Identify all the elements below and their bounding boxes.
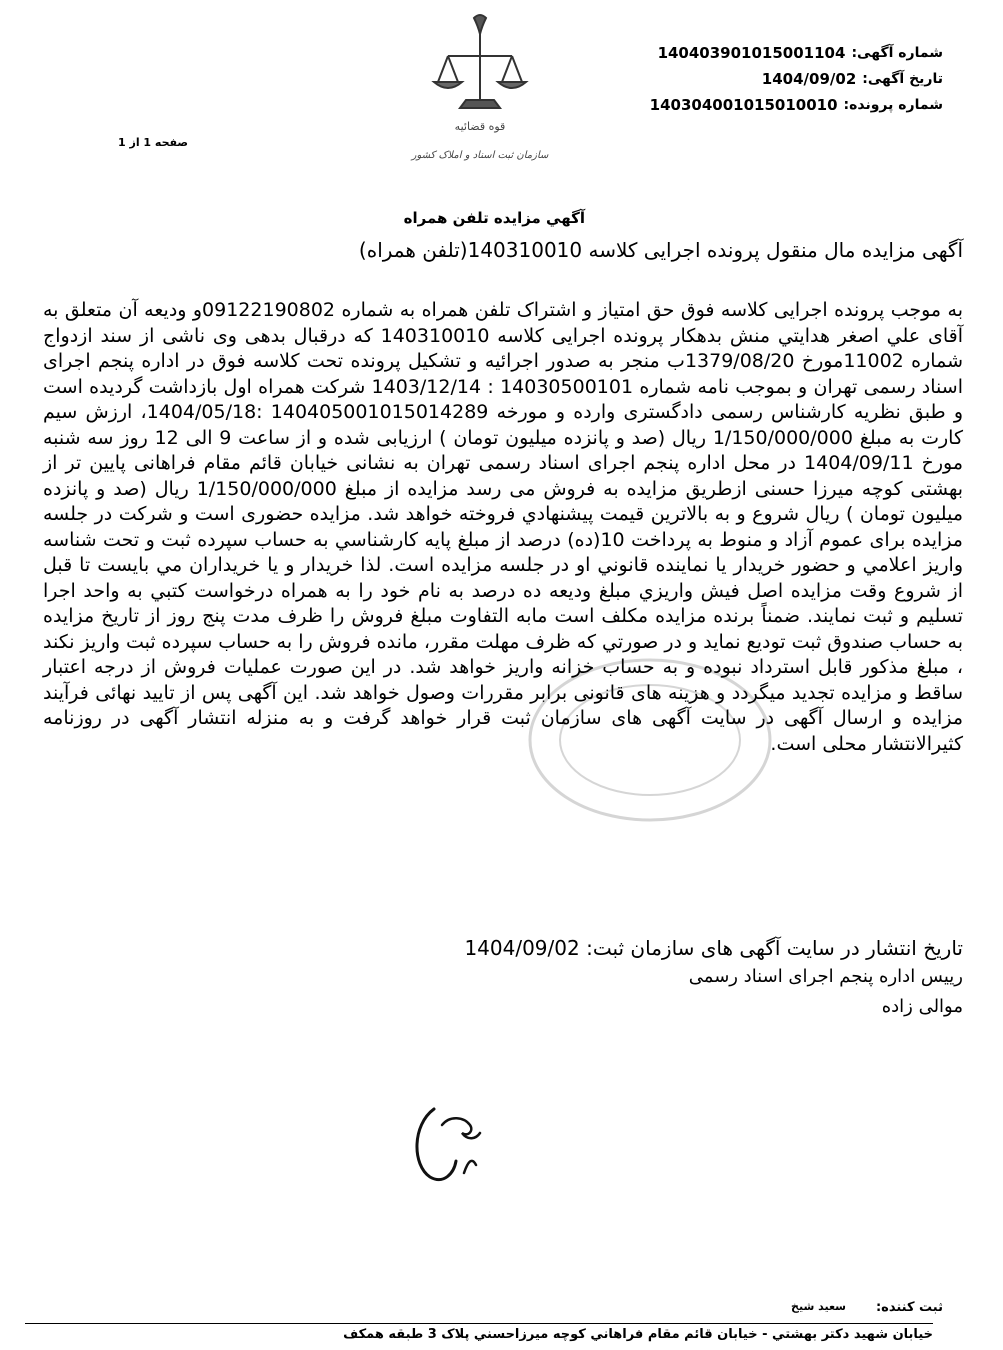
registrar-label: ثبت کننده: [875,1300,943,1315]
page-title: آگهي مزايده تلفن همراه [403,209,585,227]
emblem-text-2: سازمان ثبت اسناد و املاک کشور [411,150,549,161]
ad-number-label: شماره آگهی: [851,45,943,61]
footer-divider [25,1323,933,1324]
ad-date: 1404/09/02 [761,70,857,88]
registrar-name: سعید شیخ [791,1300,846,1313]
case-number: 140304001015010010 [649,96,838,114]
page-number: صفحه 1 از 1 [118,136,189,149]
judiciary-emblem-logo [400,8,560,173]
ad-date-row [583,66,943,92]
case-number-row [583,92,943,118]
page-subtitle: آگهی مزایده مال منقول پرونده اجرایی کلاسه 140310010(تلفن همراه) [358,238,963,262]
signer-title: رییس اداره پنجم اجرای اسناد رسمی [688,966,963,987]
footer-address: خیابان شهید دکتر بهشتي - خیابان قائم مقام فراهاني کوچه میرزاحسني پلاک 3 طبقه همکف [343,1327,933,1342]
ad-number-row [583,40,943,66]
publish-date-line: تاریخ انتشار در سایت آگهی های سازمان ثبت: 1404/09/02 [464,936,963,960]
registrar [791,1300,943,1315]
ad-meta [583,40,943,118]
notice-body: به موجب پرونده اجرایی کلاسه فوق حق امتیاز و اشتراک تلفن همراه به شماره 09122190802و ودیعه آن متعلق به آقای علي اصغر هدايتي منش بدهکار پرونده اجرایی کلاسه 140310010 که درقبال بدهی وی ناشی از سند ازدواج شماره 11002مورخ 1379/08/20ب منجر به صدور اجرائیه و تشکیل پرونده تحت کلاسه فوق در اداره پنجم اجرای اسناد رسمی تهران و بموجب نامه شماره 14030500101 : 1403/12/14 شرکت همراه اول بازداشت گردیده است و طبق نظریه کارشناس رسمی دادگستری وارده و مورخه 140405001015014289 :1404/05/18، ارزش سیم کارت به مبلغ 1/150/000/000 ریال (صد و پانزده میلیون تومان ) ارزیابی شده و از ساعت 9 الی 12 روز سه شنبه مورخ 1404/09/11 در محل اداره پنجم اجرای اسناد رسمی تهران به نشانی خیابان قائم مقام فراهانی پایین تر از بهشتی کوچه میرزا حسنی ازطریق مزایده به فروش می رسد مزایده از مبلغ 1/150/000/000 ریال (صد و پانزده میلیون تومان ) ریال شروع و به بالاترین قیمت پیشنهادي فروخته خواهد شد. مزایده حضوری است و شرکت در جلسه مزایده برای عموم آزاد و منوط به پرداخت 10(ده) درصد از مبلغ پایه کارشناسي به حساب سپرده ثبت و تحت شناسه واریز اعلامي و حضور خریدار یا نماینده قانوني او در جلسه مزایده است. لذا خریدار و یا خریداران مي بایست تا قبل از شروع وقت مزایده اصل فیش واریزي مبلغ ودیعه ده درصد به نام خود را به همراه درخواست کتبي به واحد اجرا تسلیم و ثبت نمایند. ضمناً برنده مزایده مکلف است مابه التفاوت مبلغ فروش را ظرف مدت پنج روز از تاریخ مزایده به حساب صندوق ثبت تودیع نماید و در صورتي که ظرف مهلت مقرر، مانده فروش را به حساب سپرده ثبت واریز نکند ، مبلغ مذکور قابل استرداد نبوده و به حساب خزانه واریز خواهد شد. در این صورت عملیات فروش از درجه اعتبار ساقط و مزایده تجدید میگردد و هزینه های قانونی برابر مقررات وصول خواهد شد. این آگهی پس از تایید نهائی فرآیند مزایده و ارسال آگهی در سایت آگهی های سازمان ثبت قرار خواهد گرفت و به منزله انتشار آگهی در روزنامه کثیرالانتشار محلی است. [43,299,963,755]
ad-date-label: تاریخ آگهی: [862,71,943,87]
signer-name: موالی زاده [881,996,963,1017]
handwritten-signature [372,1065,532,1205]
ad-number: 140403901015001104 [657,44,846,62]
emblem-text-1: قوه قضائیه [454,120,506,133]
case-number-label: شماره پرونده: [843,97,943,113]
